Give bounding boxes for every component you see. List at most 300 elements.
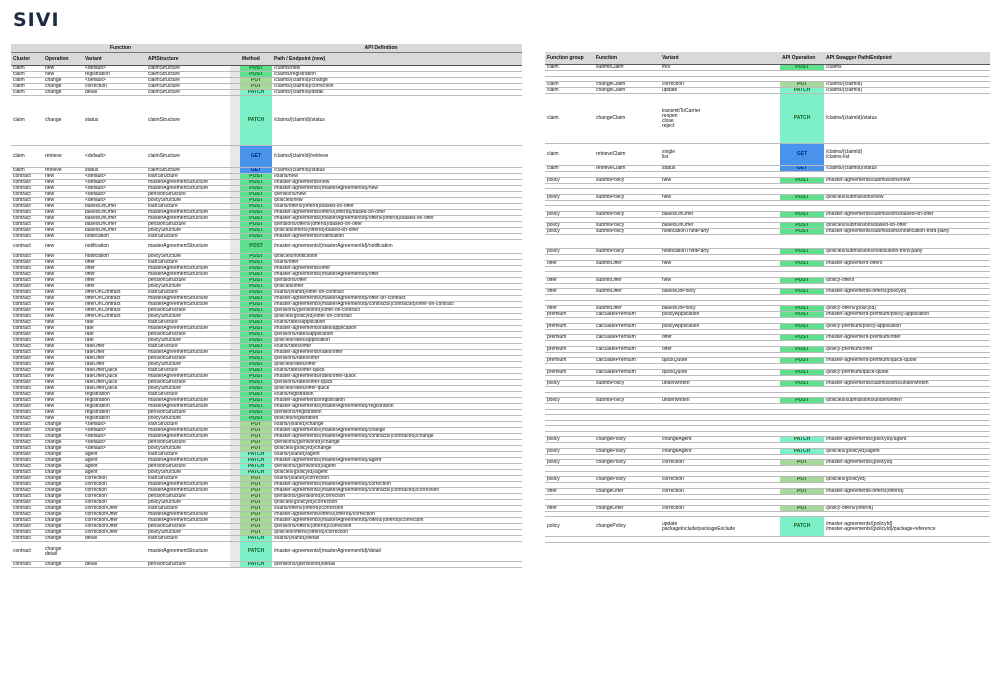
table-cell: change (43, 428, 83, 434)
table-cell: contract (11, 506, 43, 512)
table-cell: submitOffer (594, 260, 660, 266)
table-cell: contract (11, 470, 43, 476)
endpoint-cell: /pensions/{pensionId}/offer-on-contract (272, 308, 522, 314)
endpoint-cell: /master-agreements/{masterAgreementId}/offers/{offerId}/based-on-offer (272, 216, 522, 222)
api-operation-cell (780, 537, 824, 543)
table-cell: new (43, 338, 83, 344)
endpoint-cell: /policies/notification (272, 254, 522, 260)
table-cell: detail (83, 562, 146, 568)
swagger-path-cell: /claims/{claimId} /claims-list (824, 144, 990, 166)
table-cell: submitPolicy (594, 177, 660, 183)
endpoint-cell: /master-agreements/{masterAgreementId}/correction (272, 482, 522, 488)
method-cell: PUT (240, 440, 272, 446)
endpoint-cell: /claims/{claimId}/status (272, 96, 522, 146)
table-cell: pensionStructure (146, 192, 230, 198)
method-cell: POST (240, 314, 272, 320)
method-cell: PUT (240, 446, 272, 452)
table-cell: new (43, 416, 83, 422)
table-cell: masterAgreementStructure (146, 210, 230, 216)
table-cell: policyApplication (660, 323, 780, 329)
table-cell: claimStructure (146, 96, 230, 146)
table-cell: policyStructure (146, 362, 230, 368)
endpoint-cell: /loans/registration (272, 392, 522, 398)
swagger-path-cell: /master-agreements/submissions/underwritten (824, 381, 990, 387)
endpoint-cell: /policies/offers/{offerId}/based-on-offer (272, 228, 522, 234)
table-cell: policy (545, 381, 594, 387)
table-cell: claim (545, 82, 594, 88)
table-cell: registration (83, 404, 146, 410)
method-cell: PATCH (240, 96, 272, 146)
table-cell: change (43, 494, 83, 500)
table-cell: policy (545, 223, 594, 229)
table-cell: contract (11, 266, 43, 272)
table-cell: rate (83, 338, 146, 344)
method-cell: GET (240, 168, 272, 174)
table-cell (594, 537, 660, 543)
table-cell: policyStructure (146, 530, 230, 536)
table-cell: contract (11, 530, 43, 536)
left-col-header: Variant (83, 53, 146, 66)
table-cell: pensionStructure (146, 332, 230, 338)
table-cell: contract (11, 440, 43, 446)
table-cell: masterAgreementStructure (146, 434, 230, 440)
table-cell: new (43, 374, 83, 380)
swagger-path-cell: /claims (824, 65, 990, 71)
table-cell: new (43, 314, 83, 320)
endpoint-cell: /claims/{claimId}/retrieve (272, 146, 522, 168)
table-cell: contract (11, 494, 43, 500)
table-cell: correction (660, 460, 780, 466)
table-cell: masterAgreementStructure (146, 266, 230, 272)
table-cell: notification (83, 240, 146, 254)
table-cell: change (43, 562, 83, 568)
table-cell (594, 235, 660, 249)
endpoint-cell: /loans/{loanId}/agent (272, 452, 522, 458)
api-operation-cell: POST (780, 346, 824, 352)
table-cell: loanStructure (146, 452, 230, 458)
table-cell: contract (11, 344, 43, 350)
swagger-path-cell: /policy-offers/{policyId} (824, 306, 990, 312)
api-operation-cell: POST (780, 369, 824, 375)
method-cell: POST (240, 204, 272, 210)
method-cell: POST (240, 368, 272, 374)
endpoint-cell: /pensions/offers/{offerId}/correction (272, 524, 522, 530)
table-cell: basedOnOffer (83, 216, 146, 222)
api-operation-cell: POST (780, 249, 824, 255)
table-cell: underwritten (660, 381, 780, 387)
table-cell: claim (11, 90, 43, 96)
api-operation-cell: POST (780, 289, 824, 295)
table-cell: contract (11, 422, 43, 428)
table-cell: <default> (83, 146, 146, 168)
table-cell: offerOnContract (83, 314, 146, 320)
table-cell: pensionStructure (146, 278, 230, 284)
table-cell: <default> (83, 428, 146, 434)
table-cell: claimStructure (146, 146, 230, 168)
table-cell: pensionStructure (146, 494, 230, 500)
table-cell: new (43, 266, 83, 272)
table-cell: new (43, 240, 83, 254)
swagger-path-cell: /master-agreements/submissions/notification-third-party (824, 229, 990, 235)
table-cell: contract (11, 452, 43, 458)
table-cell: rateOffer (83, 344, 146, 350)
method-cell: POST (240, 308, 272, 314)
table-cell: contract (11, 428, 43, 434)
table-cell: policy (545, 477, 594, 483)
table-cell: claim (545, 144, 594, 166)
endpoint-cell: /pensions/{pensionId}/detail (272, 562, 522, 568)
table-cell: rateOfferQuick (83, 374, 146, 380)
table-cell: change (43, 530, 83, 536)
table-cell: changeClaim (594, 94, 660, 144)
table-cell: change (43, 488, 83, 494)
table-cell: loanStructure (146, 422, 230, 428)
table-cell: pensionStructure (146, 524, 230, 530)
method-cell: POST (240, 350, 272, 356)
table-cell: new (43, 278, 83, 284)
table-cell: contract (11, 272, 43, 278)
table-cell: contract (11, 254, 43, 260)
method-cell: PATCH (240, 470, 272, 476)
table-cell: registration (83, 72, 146, 78)
method-cell: POST (240, 338, 272, 344)
table-cell: correctionOffer (83, 524, 146, 530)
table-cell: policyApplication (660, 312, 780, 318)
method-cell: POST (240, 326, 272, 332)
left-col-header (230, 53, 240, 66)
left-api-table (11, 44, 522, 568)
table-cell: basedOnOffer (83, 228, 146, 234)
table-cell: claim (545, 166, 594, 172)
table-cell: policyStructure (146, 470, 230, 476)
endpoint-cell: /pensions/{pensionId}/agent (272, 464, 522, 470)
table-cell: change (43, 518, 83, 524)
table-cell: contract (11, 186, 43, 192)
right-col-header: API Swagger Path/Endpoint (824, 52, 990, 65)
table-cell: contract (11, 404, 43, 410)
table-row (545, 144, 990, 166)
api-operation-cell: PATCH (780, 437, 824, 443)
endpoint-cell: /policies/rates/application (272, 338, 522, 344)
table-cell: change (43, 434, 83, 440)
endpoint-cell: /pensions/rates/application (272, 332, 522, 338)
table-cell: <default> (83, 174, 146, 180)
table-cell: correction (83, 488, 146, 494)
endpoint-cell: /master-agreements/{masterAgreementId}/contracts/{contractId}/change (272, 434, 522, 440)
table-cell: claimStructure (146, 78, 230, 84)
table-cell: offer (545, 260, 594, 266)
endpoint-cell: /pensions/offers/{offerId}/based-on-offer (272, 222, 522, 228)
swagger-path-cell: /master-agreement-premium/policy-application (824, 312, 990, 318)
method-cell: POST (240, 374, 272, 380)
endpoint-cell: /master-agreements/{masterAgreementId}/contracts/{contractId}/correction (272, 488, 522, 494)
table-cell: registration (83, 416, 146, 422)
table-cell: new (43, 210, 83, 216)
swagger-path-cell: /master-agreements/submissions/new (824, 177, 990, 183)
table-cell: loanStructure (146, 368, 230, 374)
table-cell: new (43, 392, 83, 398)
api-operation-cell: POST (780, 381, 824, 387)
table-cell: policyStructure (146, 228, 230, 234)
table-cell (83, 542, 146, 562)
method-cell: POST (240, 174, 272, 180)
table-cell: offer (660, 335, 780, 341)
method-cell: PUT (240, 428, 272, 434)
endpoint-cell: /master-agreements/offers/{offerId}/correction (272, 512, 522, 518)
table-cell: contract (11, 234, 43, 240)
table-cell: pensionStructure (146, 464, 230, 470)
swagger-path-cell: /policy-offers/{offerId} (824, 505, 990, 511)
swagger-path-cell: /policy-offers (824, 277, 990, 283)
method-cell: POST (240, 72, 272, 78)
endpoint-cell: /claims/{claimId}/detail (272, 90, 522, 96)
swagger-path-cell: /policies/submissions/new (824, 194, 990, 200)
endpoint-cell: /loans/{loanId}/detail (272, 536, 522, 542)
table-cell: underwritten (660, 398, 780, 404)
table-row (545, 517, 990, 537)
table-cell: contract (11, 482, 43, 488)
method-cell: PATCH (240, 562, 272, 568)
swagger-path-cell: /policies/{policyId} (824, 477, 990, 483)
table-cell: masterAgreementStructure (146, 350, 230, 356)
endpoint-cell: /pensions/offer (272, 278, 522, 284)
api-operation-cell: PATCH (780, 448, 824, 454)
endpoint-cell: /pensions/{pensionId}/change (272, 440, 522, 446)
table-cell: contract (11, 380, 43, 386)
table-cell: agent (83, 470, 146, 476)
table-cell: masterAgreementStructure (146, 428, 230, 434)
table-cell: masterAgreementStructure (146, 512, 230, 518)
table-cell: contract (11, 536, 43, 542)
table-cell: contract (11, 368, 43, 374)
table-cell: claim (11, 146, 43, 168)
table-cell: loanStructure (146, 174, 230, 180)
table-cell: contract (11, 222, 43, 228)
method-cell: POST (240, 192, 272, 198)
table-cell: new (43, 222, 83, 228)
table-cell: calculatePremium (594, 346, 660, 352)
table-cell: new (43, 180, 83, 186)
table-cell: premium (545, 335, 594, 341)
left-col-header: Operation (43, 53, 83, 66)
table-cell: offerOnContract (83, 302, 146, 308)
table-cell: correction (660, 505, 780, 511)
table-cell: registration (83, 392, 146, 398)
swagger-path-cell: /claims/{claimId}/status (824, 94, 990, 144)
swagger-path-cell: /policies/submissions/notification-third-party (824, 249, 990, 255)
table-cell: loanStructure (146, 344, 230, 350)
table-cell: new (43, 386, 83, 392)
table-cell: policy (545, 229, 594, 235)
endpoint-cell: /master-agreements/rates/offer-quick (272, 374, 522, 380)
table-cell: contract (11, 512, 43, 518)
table-cell: masterAgreementStructure (146, 216, 230, 222)
table-cell: change detail (43, 542, 83, 562)
table-cell: masterAgreementStructure (146, 488, 230, 494)
method-cell: POST (240, 278, 272, 284)
endpoint-cell: /policies/{policyId}/agent (272, 470, 522, 476)
table-cell: rateOffer (83, 350, 146, 356)
endpoint-cell: /loans/rates/offer (272, 344, 522, 350)
table-cell: policyStructure (146, 500, 230, 506)
api-operation-cell: POST (780, 306, 824, 312)
table-cell: new (43, 410, 83, 416)
table-cell: rateOffer (83, 362, 146, 368)
method-cell: POST (240, 272, 272, 278)
endpoint-cell: /master-agreements/new (272, 180, 522, 186)
method-cell: GET (240, 146, 272, 168)
table-cell: contract (11, 356, 43, 362)
swagger-path-cell: /policies/submissions/based-on-offer (824, 223, 990, 229)
method-cell: POST (240, 320, 272, 326)
table-cell: submitPolicy (594, 223, 660, 229)
table-cell: registration (83, 398, 146, 404)
table-cell: correctionOffer (83, 512, 146, 518)
table-cell: change (43, 512, 83, 518)
table-cell: rateOfferQuick (83, 368, 146, 374)
table-cell: loanStructure (146, 536, 230, 542)
table-cell: single list (660, 144, 780, 166)
method-cell: POST (240, 296, 272, 302)
table-cell: new (43, 356, 83, 362)
table-cell: change (43, 440, 83, 446)
table-cell: contract (11, 562, 43, 568)
method-cell: PATCH (240, 90, 272, 96)
api-operation-cell: POST (780, 323, 824, 329)
table-cell: calculatePremium (594, 335, 660, 341)
table-cell: new (660, 194, 780, 200)
table-cell: new (43, 260, 83, 266)
table-cell: calculatePremium (594, 323, 660, 329)
method-cell: PUT (240, 518, 272, 524)
swagger-path-cell: /claims/{claimId}/status (824, 166, 990, 172)
sivi-logo: SIVI (13, 9, 60, 31)
table-cell: contract (11, 192, 43, 198)
table-cell: premium (545, 312, 594, 318)
table-cell (545, 537, 594, 543)
table-cell: new (43, 234, 83, 240)
table-cell: detail (83, 90, 146, 96)
table-cell: transmitToCarrier reopen close reject (660, 94, 780, 144)
table-cell: contract (11, 204, 43, 210)
method-cell: PUT (240, 512, 272, 518)
endpoint-cell: /master-agreements/{masterAgreementId}/contracts/{contractId}/offer-on-contract (272, 302, 522, 308)
table-cell: new (43, 284, 83, 290)
method-cell: POST (240, 416, 272, 422)
swagger-path-cell: /master-agreements/{policyId}/agent (824, 437, 990, 443)
swagger-path-cell: /claims/{claimId} (824, 88, 990, 94)
table-cell: new (660, 177, 780, 183)
table-cell: new (43, 228, 83, 234)
table-cell: submitOffer (594, 306, 660, 312)
table-cell: offerOnContract (83, 296, 146, 302)
table-row (545, 94, 990, 144)
table-cell: contract (11, 398, 43, 404)
table-cell: changePolicy (594, 517, 660, 537)
endpoint-cell: /loans/offers/{offerId}/based-on-offer (272, 204, 522, 210)
table-cell: registration (83, 410, 146, 416)
swagger-path-cell (824, 537, 990, 543)
table-cell: retrieveClaim (594, 144, 660, 166)
table-cell: new (43, 362, 83, 368)
table-cell: changeOffer (594, 505, 660, 511)
method-cell: POST (240, 404, 272, 410)
table-cell: loanStructure (146, 476, 230, 482)
endpoint-cell: /master-agreements/{masterAgreementId}/agent (272, 458, 522, 464)
table-cell: contract (11, 320, 43, 326)
method-cell: POST (240, 222, 272, 228)
spacer-cell (230, 542, 240, 562)
method-cell: POST (240, 198, 272, 204)
endpoint-cell: /pensions/new (272, 192, 522, 198)
table-cell: premium (545, 323, 594, 329)
api-operation-cell (780, 235, 824, 249)
table-cell: changePolicy (594, 448, 660, 454)
method-cell: PUT (240, 494, 272, 500)
table-cell: rate (83, 320, 146, 326)
swagger-path-cell: /master-agreement-offers (824, 260, 990, 266)
table-cell: change (43, 96, 83, 146)
table-cell: correctionOffer (83, 518, 146, 524)
table-cell: claimStructure (146, 84, 230, 90)
table-cell: masterAgreementStructure (146, 272, 230, 278)
table-cell: claim (545, 94, 594, 144)
method-cell: PUT (240, 434, 272, 440)
api-operation-cell: POST (780, 358, 824, 364)
endpoint-cell: /master-agreements/{masterAgreementId}/change (272, 428, 522, 434)
table-cell: correctionOffer (83, 506, 146, 512)
swagger-path-cell (824, 235, 990, 249)
table-cell: masterAgreementStructure (146, 482, 230, 488)
table-cell: offer (83, 272, 146, 278)
table-cell: claim (11, 78, 43, 84)
table-cell: new (43, 198, 83, 204)
table-cell: changeAgent (660, 437, 780, 443)
right-col-header: Function group (545, 52, 594, 65)
method-cell: POST (240, 344, 272, 350)
table-cell: <default> (83, 66, 146, 72)
table-cell: submitPolicy (594, 398, 660, 404)
table-cell: claim (11, 72, 43, 78)
method-cell: PATCH (240, 464, 272, 470)
table-cell: new (43, 290, 83, 296)
api-operation-cell: GET (780, 166, 824, 172)
spacer-cell (230, 562, 240, 568)
table-cell: pensionStructure (146, 380, 230, 386)
table-cell: contract (11, 240, 43, 254)
right-api-table (545, 44, 990, 543)
api-operation-cell: GET (780, 144, 824, 166)
table-cell: quickQuote (660, 369, 780, 375)
table-cell: change (43, 470, 83, 476)
table-cell: notificationThirdParty (660, 249, 780, 255)
table-cell: correction (83, 476, 146, 482)
table-cell: agent (83, 458, 146, 464)
endpoint-cell: /loans/offer (272, 260, 522, 266)
table-cell: contract (11, 296, 43, 302)
table-cell: claim (545, 65, 594, 71)
method-cell: PUT (240, 422, 272, 428)
method-cell: PATCH (240, 458, 272, 464)
swagger-path-cell: /master-agreements-offers/{offerId} (824, 488, 990, 494)
table-cell: rateOfferQuick (83, 386, 146, 392)
endpoint-cell: /loans/{loanId}/change (272, 422, 522, 428)
table-cell: correction (83, 482, 146, 488)
table-cell: submitPolicy (594, 249, 660, 255)
table-cell: policy (545, 517, 594, 537)
table-cell: contract (11, 302, 43, 308)
method-cell: POST (240, 186, 272, 192)
